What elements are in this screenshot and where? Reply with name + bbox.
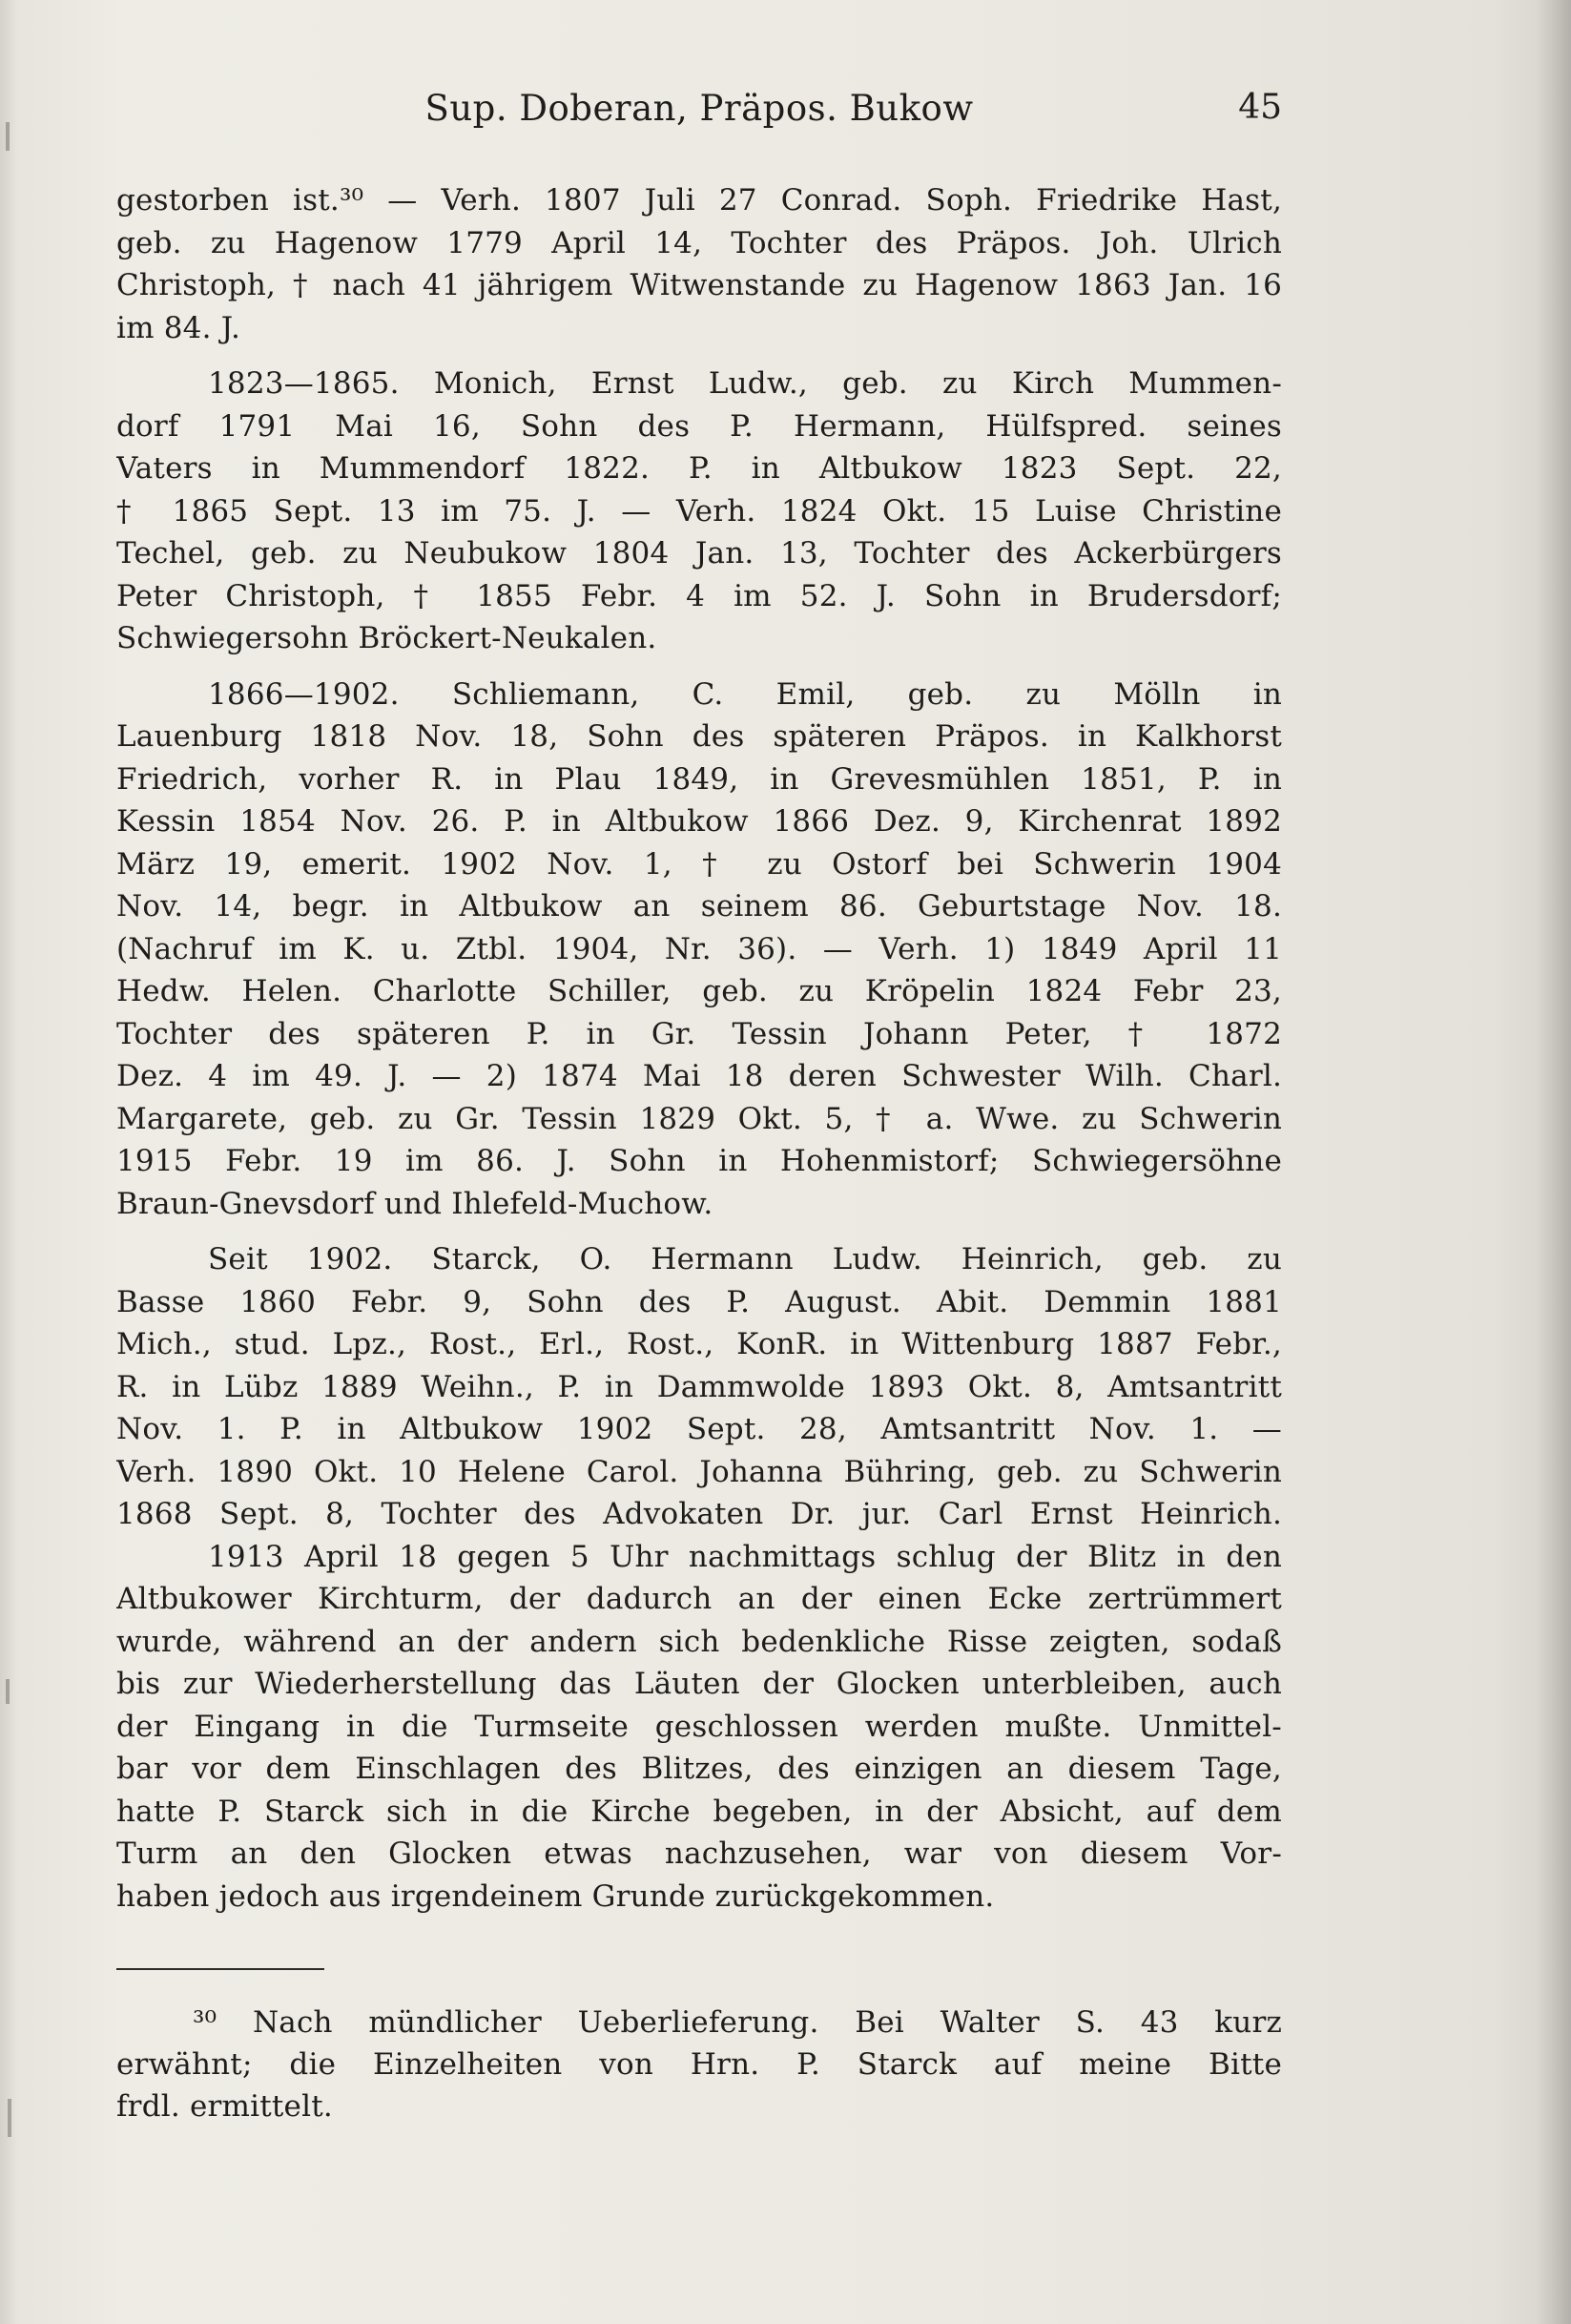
- text-line: bar vor dem Einschlagen des Blitzes, des einzigen an diesem Tage,: [116, 1752, 1282, 1786]
- text-line: 1915 Febr. 19 im 86. J. Sohn in Hohenmistorf; Schwiegersöhne: [116, 1144, 1282, 1178]
- scan-blemish: [8, 2099, 11, 2137]
- text-line: † 1865 Sept. 13 im 75. J. — Verh. 1824 Okt. 15 Luise Christine: [116, 493, 1282, 529]
- text-line: Tochter des späteren P. in Gr. Tessin Johann Peter, † 1872: [116, 1016, 1282, 1051]
- text-line: bis zur Wiederherstellung das Läuten der Glocken unterbleiben, auch: [116, 1667, 1282, 1701]
- text-line: Hedw. Helen. Charlotte Schiller, geb. zu Kröpelin 1824 Febr 23,: [116, 974, 1282, 1008]
- text-line: dorf 1791 Mai 16, Sohn des P. Hermann, Hülfspred. seines: [116, 408, 1282, 444]
- text-line: Braun-Gnevsdorf und Ihlefeld-Muchow.: [116, 1186, 713, 1221]
- text-line: Techel, geb. zu Neubukow 1804 Jan. 13, Tochter des Ackerbürgers: [116, 536, 1282, 571]
- paragraph-gap: [116, 660, 1282, 674]
- scan-blemish: [6, 1679, 10, 1704]
- text-line: geb. zu Hagenow 1779 April 14, Tochter des Präpos. Joh. Ulrich: [116, 225, 1282, 260]
- text-line: Verh. 1890 Okt. 10 Helene Carol. Johanna Bühring, geb. zu Schwerin: [116, 1454, 1282, 1489]
- page-edge-shadow: [1537, 0, 1571, 2324]
- main-text: [116, 179, 1282, 1963]
- text-line: (Nachruf im K. u. Ztbl. 1904, Nr. 36). — Verh. 1) 1849 April 11: [116, 931, 1282, 966]
- text-line: Turm an den Glocken etwas nachzusehen, war von diesem Vor-: [116, 1836, 1282, 1871]
- footnote-divider: [116, 1968, 324, 1970]
- text-line: gestorben ist.³⁰ — Verh. 1807 Juli 27 Conrad. Soph. Friedrike Hast,: [116, 183, 1282, 218]
- text-line: Nov. 1. P. in Altbukow 1902 Sept. 28, Amtsantritt Nov. 1. —: [116, 1412, 1282, 1446]
- paragraph-gap: [116, 349, 1282, 363]
- text-line: Friedrich, vorher R. in Plau 1849, in Grevesmühlen 1851, P. in: [116, 761, 1282, 797]
- paragraph-schliemann: [116, 674, 1282, 1226]
- text-line: Schwiegersohn Bröckert-Neukalen.: [116, 621, 657, 655]
- text-line: im 84. J.: [116, 310, 240, 345]
- footnote-line: ³⁰ Nach mündlicher Ueberlieferung. Bei Walter S. 43 kurz: [193, 2005, 1282, 2040]
- paragraph-monich: [116, 363, 1282, 660]
- text-line: Altbukower Kirchturm, der dadurch an der einen Ecke zertrümmert: [116, 1582, 1282, 1616]
- text-line: Mich., stud. Lpz., Rost., Erl., Rost., KonR. in Wittenburg 1887 Febr.,: [116, 1327, 1282, 1361]
- footnote-line: frdl. ermittelt.: [116, 2089, 333, 2124]
- text-line: haben jedoch aus irgendeinem Grunde zurückgekommen.: [116, 1878, 995, 1914]
- text-line: R. in Lübz 1889 Weihn., P. in Dammwolde 1893 Okt. 8, Amtsantritt: [116, 1369, 1282, 1404]
- page-header: [116, 88, 1282, 141]
- text-line: der Eingang in die Turmseite geschlossen werden mußte. Unmittel-: [116, 1709, 1282, 1744]
- text-line: Basse 1860 Febr. 9, Sohn des P. August. Abit. Demmin 1881: [116, 1284, 1282, 1319]
- text-line: 1823—1865. Monich, Ernst Ludw., geb. zu Kirch Mummen-: [208, 366, 1282, 401]
- text-line: Margarete, geb. zu Gr. Tessin 1829 Okt. 5, † a. Wwe. zu Schwerin: [116, 1101, 1282, 1136]
- footnote: [116, 2002, 1282, 2145]
- text-line: Seit 1902. Starck, O. Hermann Ludw. Heinrich, geb. zu: [208, 1242, 1282, 1276]
- running-head: Sup. Doberan, Präpos. Bukow: [424, 88, 974, 129]
- text-line: Peter Christoph, † 1855 Febr. 4 im 52. J. Sohn in Brudersdorf;: [116, 578, 1282, 613]
- text-line: Dez. 4 im 49. J. — 2) 1874 Mai 18 deren Schwester Wilh. Charl.: [116, 1059, 1282, 1093]
- paragraph-gap: [116, 1225, 1282, 1238]
- page-number: 45: [1238, 88, 1282, 127]
- text-line: Vaters in Mummendorf 1822. P. in Altbukow 1823 Sept. 22,: [116, 451, 1282, 486]
- text-line: Kessin 1854 Nov. 26. P. in Altbukow 1866 Dez. 9, Kirchenrat 1892: [116, 804, 1282, 839]
- text-line: 1913 April 18 gegen 5 Uhr nachmittags schlug der Blitz in den: [208, 1539, 1282, 1574]
- binding-shadow: [0, 0, 17, 2324]
- paragraph-hast: [116, 179, 1282, 349]
- scan-blemish: [6, 122, 10, 151]
- text-line: wurde, während an der andern sich bedenkliche Risse zeigten, sodaß: [116, 1624, 1282, 1659]
- text-line: hatte P. Starck sich in die Kirche begeben, in der Absicht, auf dem: [116, 1794, 1282, 1829]
- text-line: 1866—1902. Schliemann, C. Emil, geb. zu Mölln in: [208, 676, 1282, 712]
- text-line: Lauenburg 1818 Nov. 18, Sohn des späteren Präpos. in Kalkhorst: [116, 719, 1282, 754]
- paragraph-starck: [116, 1238, 1282, 1918]
- text-line: März 19, emerit. 1902 Nov. 1, † zu Ostorf bei Schwerin 1904: [116, 846, 1282, 882]
- text-line: Christoph, † nach 41 jährigem Witwenstande zu Hagenow 1863 Jan. 16: [116, 268, 1282, 302]
- footnote-line: erwähnt; die Einzelheiten von Hrn. P. Starck auf meine Bitte: [116, 2047, 1282, 2082]
- text-line: 1868 Sept. 8, Tochter des Advokaten Dr. jur. Carl Ernst Heinrich.: [116, 1497, 1282, 1531]
- text-line: Nov. 14, begr. in Altbukow an seinem 86. Geburtstage Nov. 18.: [116, 889, 1282, 923]
